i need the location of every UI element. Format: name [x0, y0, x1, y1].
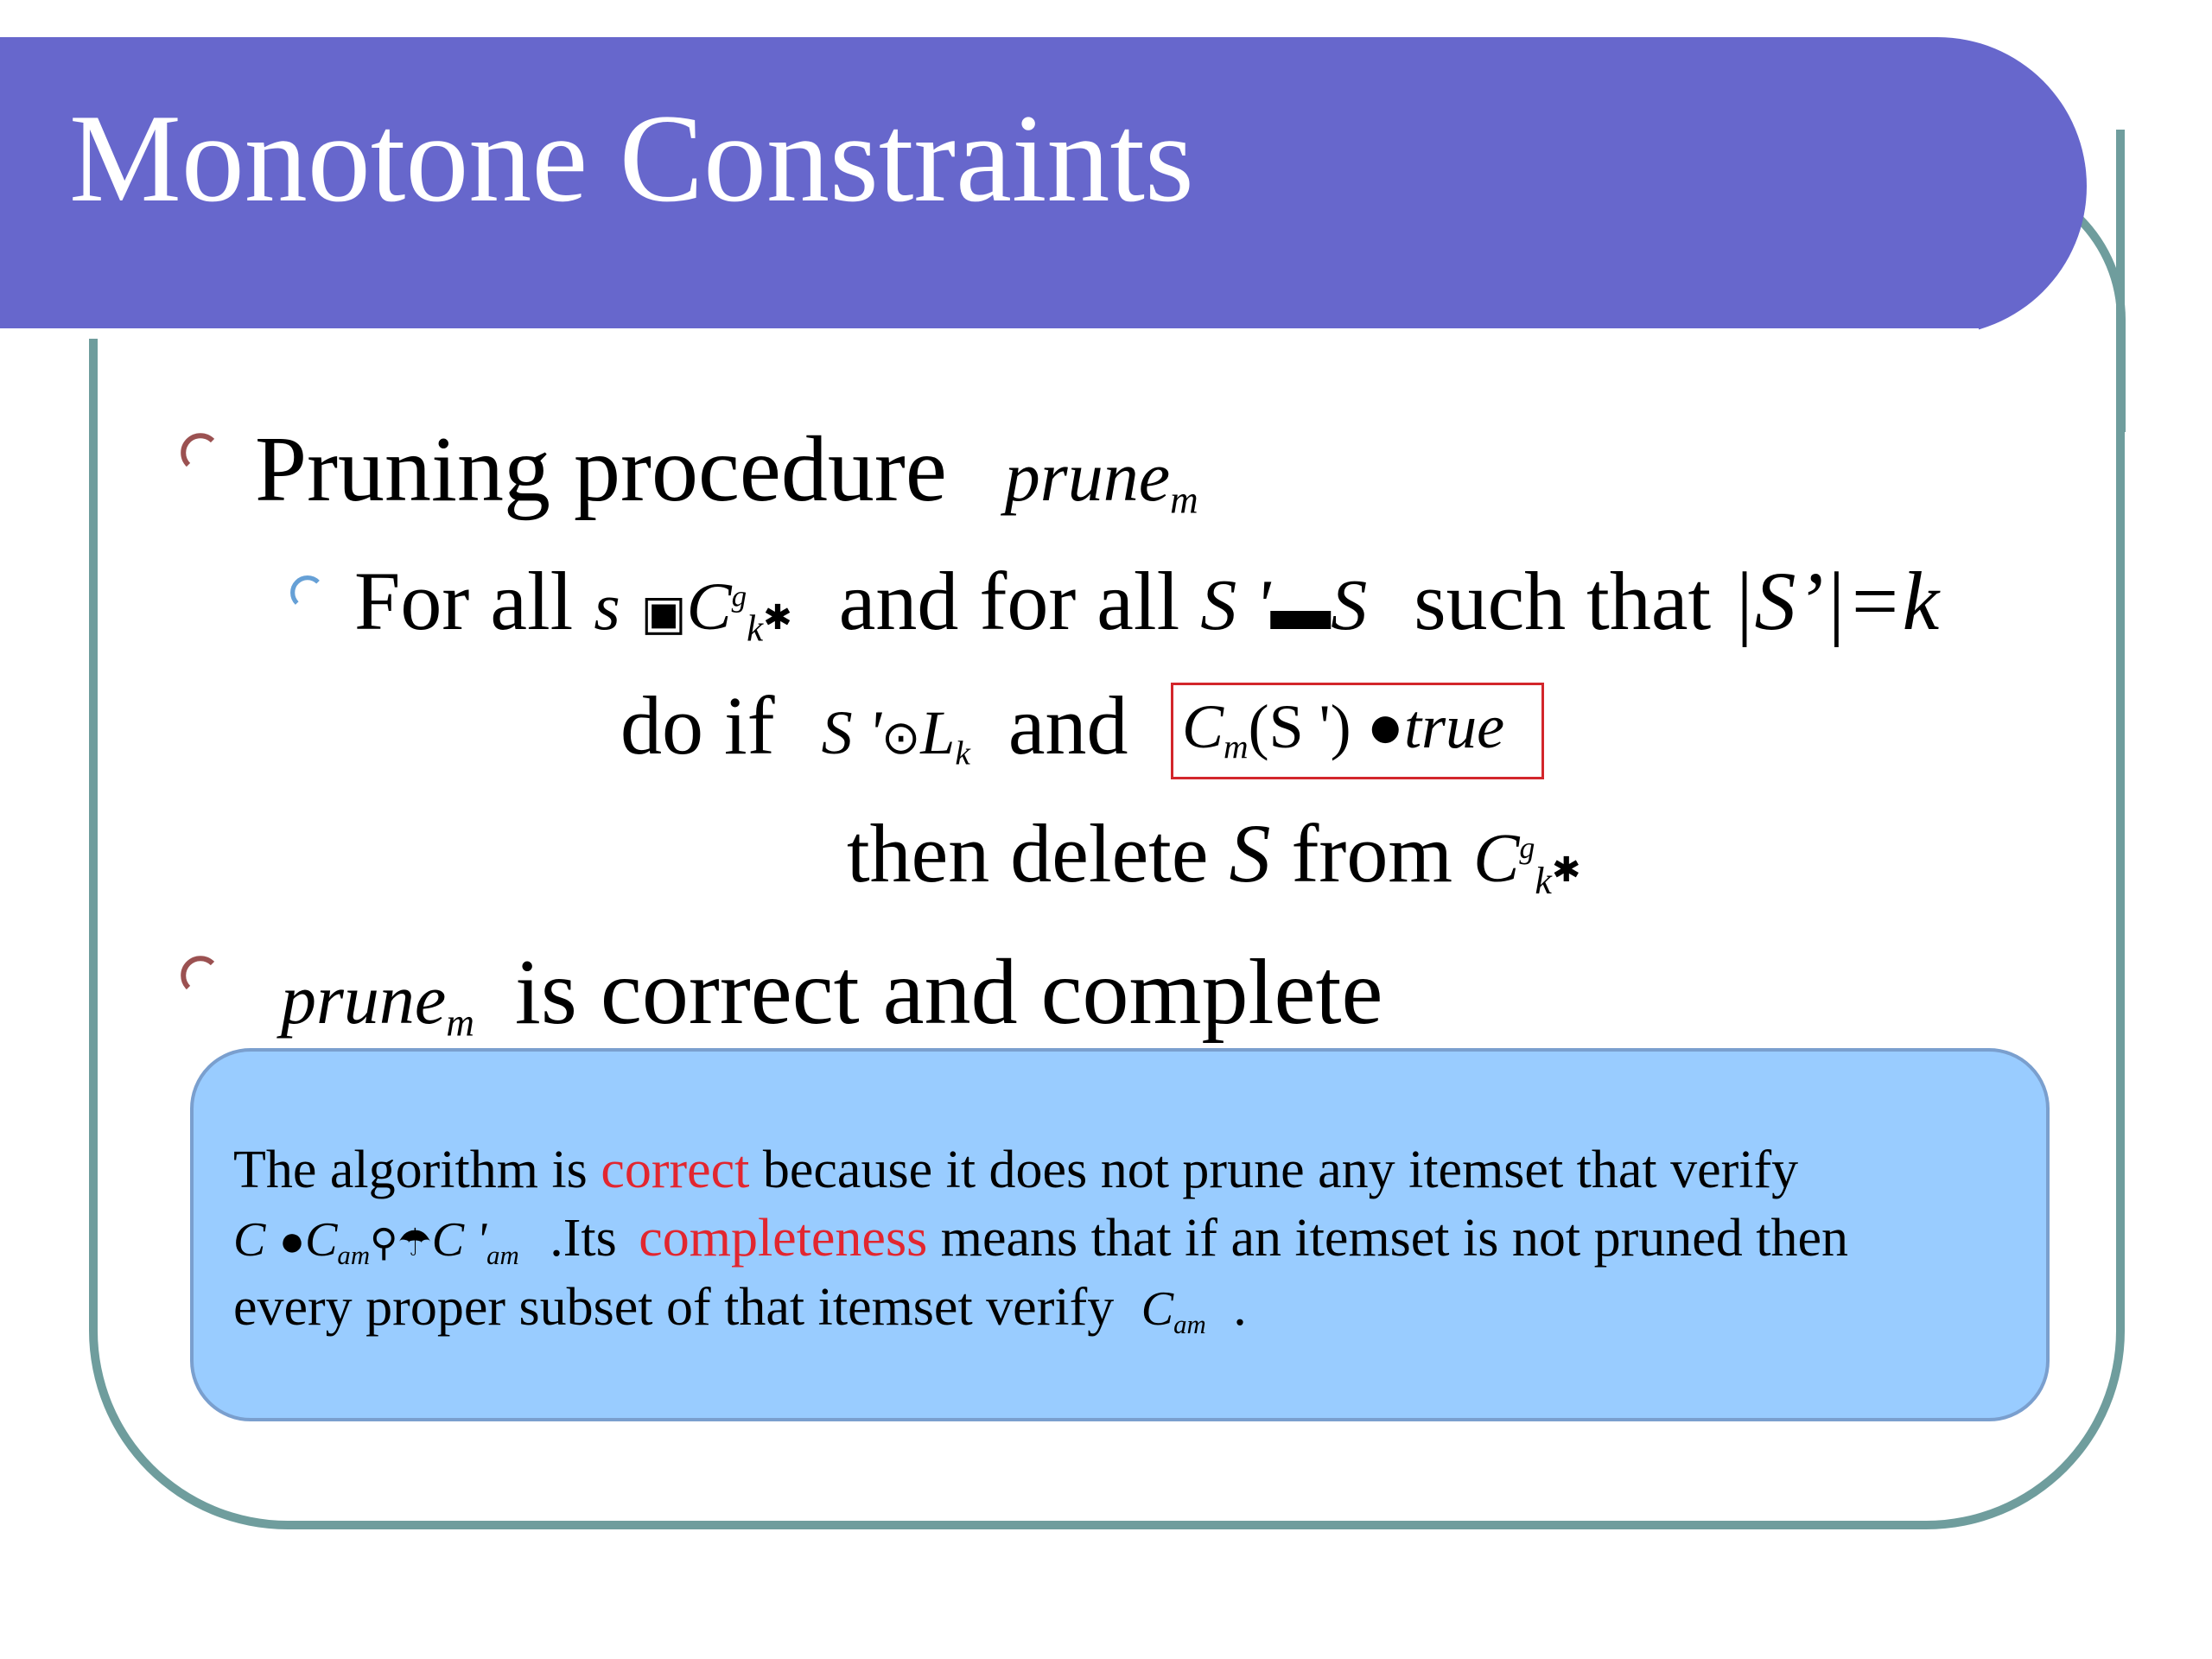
bullet-pruning [255, 418, 1198, 522]
C-g-k-symbol: $C^g_k$ [1473, 821, 1552, 903]
s-symbol: s [594, 569, 620, 644]
equals-glyph: ● [1366, 692, 1405, 761]
sub-bullet-icon [289, 575, 324, 609]
completeness-highlight: completeness [639, 1209, 928, 1268]
cardinality-expression: |S’|=k [1732, 555, 1940, 647]
note-line-1: The algorithm is correct because it does not prune any itemset that verify [233, 1141, 1799, 1199]
and-not-glyph: ⚲☂ [370, 1222, 432, 1264]
such-that-text: such that [1414, 555, 1712, 647]
not-in-glyph: ⊙ [881, 712, 921, 764]
S-prime-symbol: S ' [821, 698, 882, 767]
then-delete-line [847, 807, 1581, 903]
C-am-symbol: $C_{am}$ [1141, 1282, 1206, 1339]
bullet-icon [180, 432, 219, 472]
and-for-all-text: and for all [838, 555, 1180, 647]
L-k-symbol: $L_k$ [920, 698, 970, 772]
for-all-text: For all [354, 555, 574, 647]
and-text: and [1007, 679, 1128, 772]
then-delete-text: then delete [847, 807, 1209, 899]
prune-m-symbol: prune$_m$ [1004, 437, 1198, 522]
subset-glyph: ▬ [1270, 576, 1332, 643]
prune-m-symbol: prune$_m$ [281, 960, 474, 1045]
C-am-symbol: $C_{am}$ [305, 1213, 371, 1270]
S-symbol: S [1331, 565, 1368, 645]
S-symbol: S [1229, 807, 1271, 899]
bullet-pruning-text: Pruning procedure [255, 418, 947, 521]
from-text: from [1291, 807, 1453, 899]
C-g-k-symbol: $C^g_k$ [686, 569, 764, 650]
bullet-icon [180, 955, 219, 995]
slide-title: Monotone Constraints [69, 88, 1194, 228]
bullet-correct-complete [281, 941, 1383, 1045]
plus-one-glyph: ✱ [763, 598, 792, 637]
do-if-text: do if [620, 679, 775, 772]
do-if-line [620, 679, 1128, 772]
plus-one-glyph: ✱ [1551, 850, 1581, 889]
title-underline [0, 328, 1979, 339]
C-prime-am-symbol: C '$_{am}$ [431, 1213, 519, 1270]
correct-highlight: correct [601, 1141, 750, 1199]
constraint-expression: $C_m(S$ ') ●true [1182, 692, 1505, 766]
note-line-2: C $●C_{am}⚲☂C$ '$_{am}$ .Its completeness means that if an itemset is not pruned then [233, 1209, 1849, 1270]
note-line-3: every proper subset of that itemset verify $C_{am}$ . [233, 1278, 1247, 1339]
S-prime-symbol: S ' [1200, 565, 1271, 645]
equals-glyph: ● [278, 1217, 306, 1265]
correct-complete-text: is correct and complete [514, 941, 1383, 1044]
element-of-glyph: ▣ [640, 587, 687, 640]
sub-bullet-for-all [354, 555, 1940, 650]
